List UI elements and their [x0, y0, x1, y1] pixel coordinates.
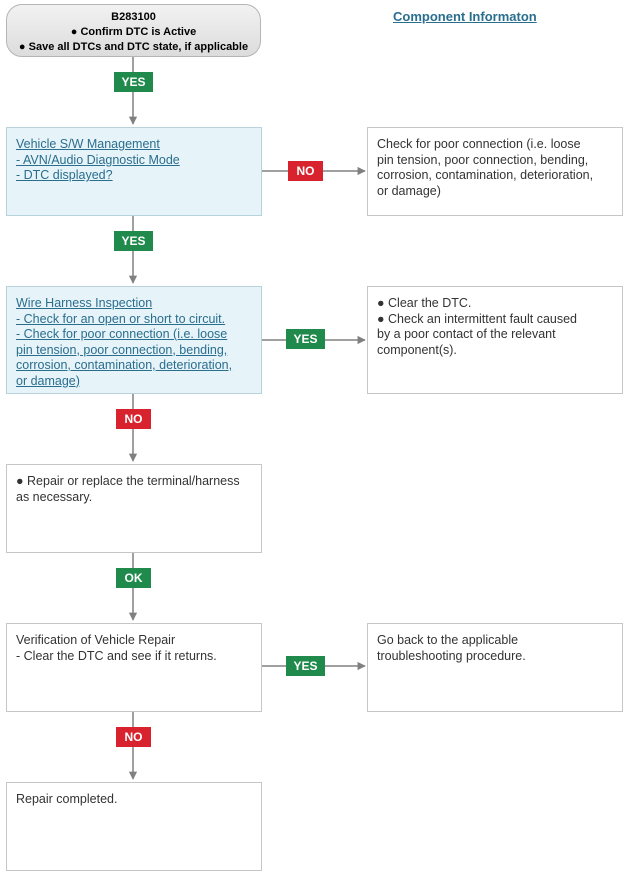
avn-diagnostic-mode-link[interactable]: - AVN/Audio Diagnostic Mode — [16, 152, 180, 167]
poor-connection-check-link[interactable]: - Check for poor connection (i.e. loose — [16, 327, 228, 341]
yes-badge: YES — [114, 231, 153, 251]
clear-dtc-line: ● Clear the DTC. — [377, 296, 472, 310]
yes-badge: YES — [286, 329, 325, 349]
ok-badge: OK — [116, 568, 151, 588]
intermittent-fault-line: by a poor contact of the relevant — [377, 327, 556, 341]
component-information-link[interactable]: Component Informaton — [393, 9, 537, 24]
yes-badge: YES — [114, 72, 153, 92]
no-badge: NO — [116, 409, 151, 429]
open-short-check-link[interactable]: - Check for an open or short to circuit. — [16, 311, 226, 326]
repair-replace-step — [6, 464, 262, 553]
poor-connection-line: corrosion, contamination, deterioration, — [377, 168, 594, 182]
sw-management-link[interactable]: Vehicle S/W Management — [16, 137, 160, 151]
verification-line: - Clear the DTC and see if it returns. — [16, 648, 217, 663]
poor-connection-line: or damage) — [377, 183, 441, 198]
confirm-dtc-text: ● Confirm DTC is Active — [70, 26, 197, 38]
intermittent-fault-line: component(s). — [377, 342, 457, 357]
clear-dtc-step — [367, 286, 623, 394]
repair-replace-line: ● Repair or replace the terminal/harness — [16, 474, 240, 488]
no-badge: NO — [116, 727, 151, 747]
poor-connection-step — [367, 127, 623, 216]
wire-harness-step — [6, 286, 262, 394]
repair-replace-line: as necessary. — [16, 489, 93, 504]
start-block — [6, 4, 261, 57]
poor-connection-check-link[interactable]: pin tension, poor connection, bending, — [16, 342, 228, 357]
save-dtc-text: ● Save all DTCs and DTC state, if applicable — [18, 41, 249, 53]
poor-connection-check-link[interactable]: or damage) — [16, 373, 80, 388]
poor-connection-check-link[interactable]: corrosion, contamination, deterioration, — [16, 358, 233, 372]
go-back-line: troubleshooting procedure. — [377, 648, 526, 663]
no-badge: NO — [288, 161, 323, 181]
go-back-step — [367, 623, 623, 712]
yes-badge: YES — [286, 656, 325, 676]
go-back-line: Go back to the applicable — [377, 633, 519, 647]
repair-completed-step — [6, 782, 262, 871]
repair-completed-line: Repair completed. — [16, 792, 118, 806]
verification-title: Verification of Vehicle Repair — [16, 633, 176, 647]
dtc-displayed-link[interactable]: - DTC displayed? — [16, 168, 113, 182]
intermittent-fault-line: ● Check an intermittent fault caused — [377, 311, 578, 326]
dtc-code: B283100 — [111, 11, 156, 23]
wire-harness-link[interactable]: Wire Harness Inspection — [16, 296, 153, 310]
verification-step — [6, 623, 262, 712]
poor-connection-line: pin tension, poor connection, bending, — [377, 152, 589, 167]
sw-management-step — [6, 127, 262, 216]
poor-connection-line: Check for poor connection (i.e. loose — [377, 137, 581, 151]
